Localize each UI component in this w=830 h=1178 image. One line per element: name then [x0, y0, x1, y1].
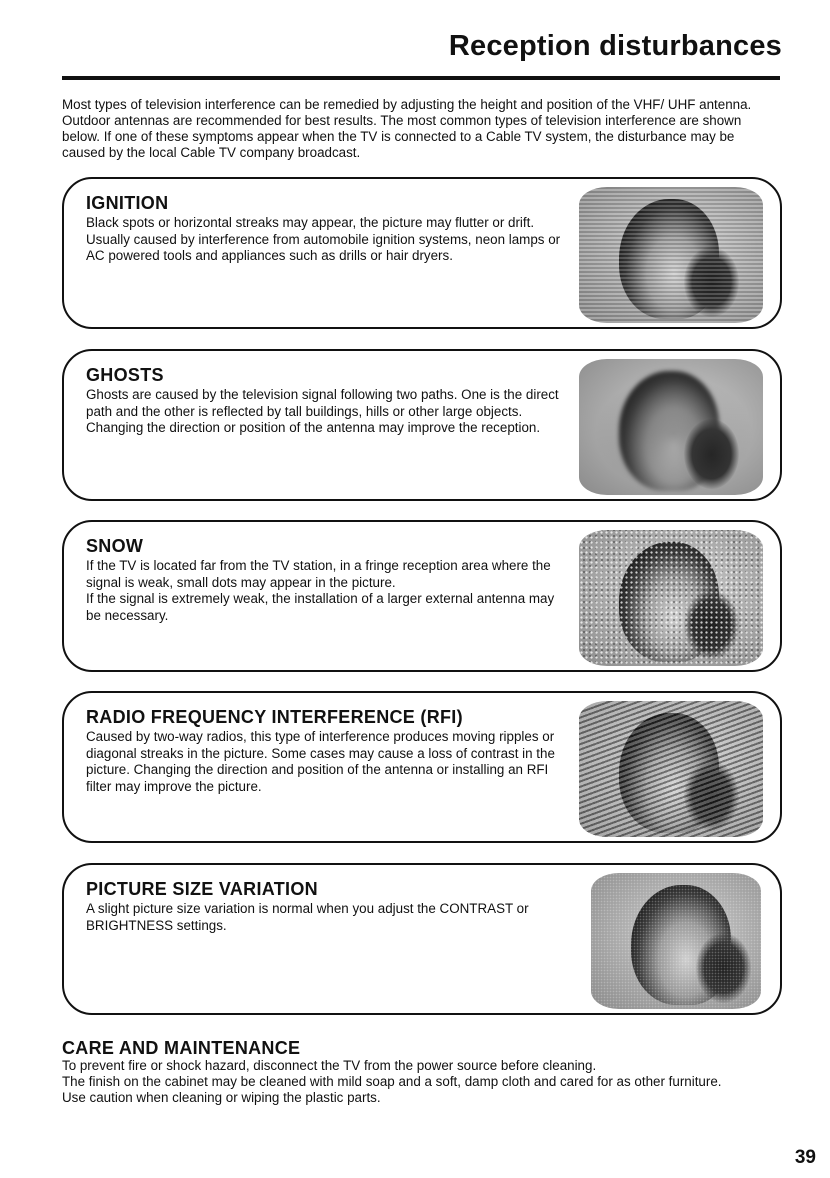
intro-paragraph: Most types of television interference can be remedied by adjusting the height and position of the VHF/ UHF antenna. Outdoor antennas are recommended for best results. The most common types of television interference are shown below. If one of these symptoms appear when the TV is connected to a Cable TV system, the disturbance may be caused by the local Cable TV company broadcast. [62, 97, 752, 160]
care-text [62, 1058, 792, 1106]
picture-size-example-image [591, 873, 761, 1009]
rfi-text: Caused by two-way radios, this type of interference produces moving ripples or diagonal streaks in the picture. Some cases may cause a loss of contrast in the picture. Changing the direction and position of the antenna or installing an RFI filter may improve the picture. [86, 729, 555, 794]
snow-text-line-2: If the signal is extremely weak, the installation of a larger external antenna may be necessary. [86, 591, 555, 623]
care-line-1: To prevent fire or shock hazard, disconnect the TV from the power source before cleaning. [62, 1058, 597, 1073]
snow-example-image [579, 530, 763, 666]
ignition-panel [62, 177, 782, 329]
rfi-heading: RADIO FREQUENCY INTERFERENCE (RFI) [86, 707, 463, 727]
ignition-heading: IGNITION [86, 193, 169, 213]
rfi-example-image [579, 701, 763, 837]
care-line-2: The finish on the cabinet may be cleaned with mild soap and a soft, damp cloth and cared for as other furniture. [62, 1074, 722, 1089]
care-heading: CARE AND MAINTENANCE [62, 1038, 301, 1058]
ghosts-panel [62, 349, 782, 501]
snow-panel [62, 520, 782, 672]
ignition-example-image [579, 187, 763, 323]
page-number: 39 [794, 1147, 816, 1168]
picture-size-panel [62, 863, 782, 1015]
picture-size-heading: PICTURE SIZE VARIATION [86, 879, 318, 899]
ignition-text: Black spots or horizontal streaks may appear, the picture may flutter or drift. Usually caused by interference from automobile ignition systems, neon lamps or AC powered tools and appliances such as drills or hair dryers. [86, 215, 561, 264]
page-title: Reception disturbances [448, 30, 782, 62]
ghosts-text: Ghosts are caused by the television signal following two paths. One is the direct path and the other is reflected by tall buildings, hills or other large objects. Changing the direction or position of the antenna may improve the reception. [86, 387, 559, 436]
title-rule [62, 76, 780, 80]
ghosts-example-image [579, 359, 763, 495]
care-line-3: Use caution when cleaning or wiping the plastic parts. [62, 1090, 381, 1105]
snow-heading: SNOW [86, 536, 144, 556]
picture-size-text: A slight picture size variation is normal when you adjust the CONTRAST or BRIGHTNESS settings. [86, 901, 529, 933]
rfi-panel [62, 691, 782, 843]
ghosts-heading: GHOSTS [86, 365, 164, 385]
snow-text-line-1: If the TV is located far from the TV station, in a fringe reception area where the signal is weak, small dots may appear in the picture. [86, 558, 551, 590]
snow-text [86, 558, 564, 624]
